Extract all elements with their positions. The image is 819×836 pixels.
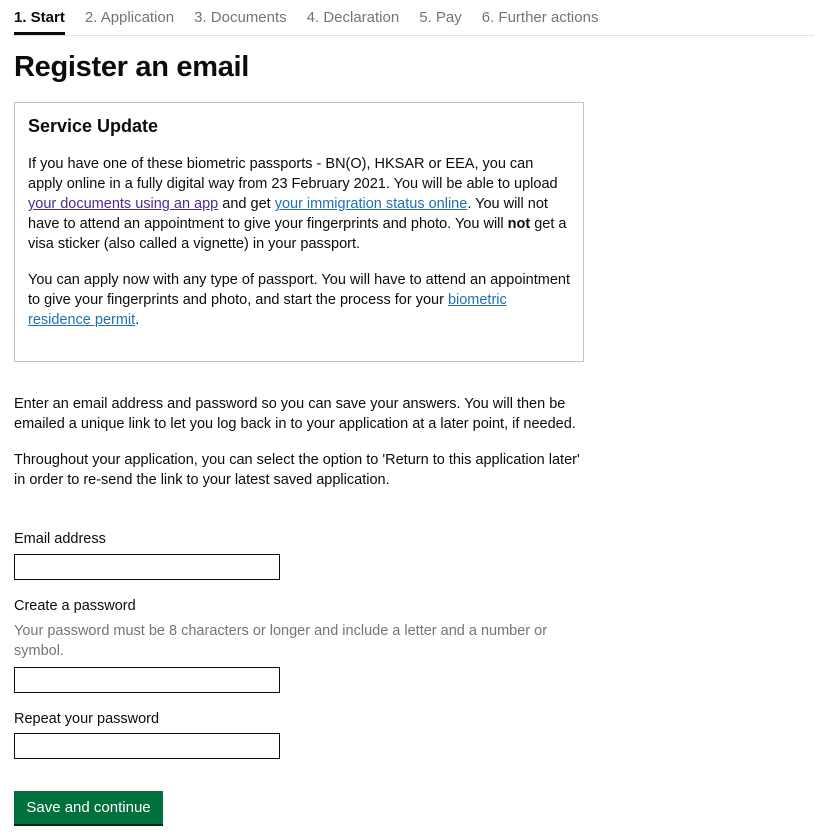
- password-label: Create a password: [14, 598, 136, 614]
- repeat-password-field[interactable]: [14, 733, 280, 759]
- step-further-actions: 6. Further actions: [481, 9, 599, 26]
- service-update-paragraph-2: [28, 270, 570, 330]
- intro-paragraph-1: Enter an email address and password so you can save your answers. You will then be emailed a unique link to let you log back in to your application at a later point, if needed.: [14, 396, 576, 432]
- step-start: 1. Start: [14, 0, 65, 35]
- immigration-status-link[interactable]: your immigration status online: [274, 196, 468, 212]
- biometric-residence-permit-link[interactable]: biometric residence permit: [28, 292, 507, 328]
- repeat-password-label: Repeat your password: [14, 711, 160, 727]
- emphasis-not: not: [507, 216, 531, 232]
- text: .: [135, 312, 140, 328]
- service-update-panel: [14, 102, 584, 362]
- step-application: 2. Application: [84, 9, 175, 26]
- email-label: Email address: [14, 531, 106, 547]
- password-field[interactable]: [14, 667, 280, 693]
- intro-paragraph-2: Throughout your application, you can select the option to 'Return to this application later' in order to re-send the link to your latest saved application.: [14, 452, 580, 488]
- text: If you have one of these biometric passports - BN(O), HKSAR or EEA, you can apply online in a fully digital way from 23 February 2021. You will be able to upload: [28, 156, 558, 192]
- step-pay: 5. Pay: [419, 9, 462, 26]
- text: You can apply now with any type of passport. You will have to attend an appointment to give your fingerprints and photo, and start the process for your: [28, 272, 570, 308]
- progress-steps: [14, 0, 814, 36]
- service-update-paragraph-1: [28, 154, 570, 254]
- step-declaration: 4. Declaration: [306, 9, 400, 26]
- text: and get: [218, 196, 275, 212]
- documents-app-link[interactable]: your documents using an app: [28, 196, 219, 212]
- intro-text: [14, 394, 584, 506]
- step-documents: 3. Documents: [194, 9, 287, 26]
- save-and-continue-button[interactable]: Save and continue: [14, 791, 163, 824]
- service-update-heading: Service Update: [28, 116, 159, 136]
- email-field[interactable]: [14, 554, 280, 580]
- text: get a visa sticker (also called a vignette) in your passport.: [28, 216, 567, 252]
- page-title: Register an email: [14, 51, 250, 83]
- text: . You will not have to attend an appointment to give your fingerprints and photo. You will: [28, 196, 548, 232]
- password-hint: Your password must be 8 characters or longer and include a letter and a number or symbol.: [14, 623, 548, 659]
